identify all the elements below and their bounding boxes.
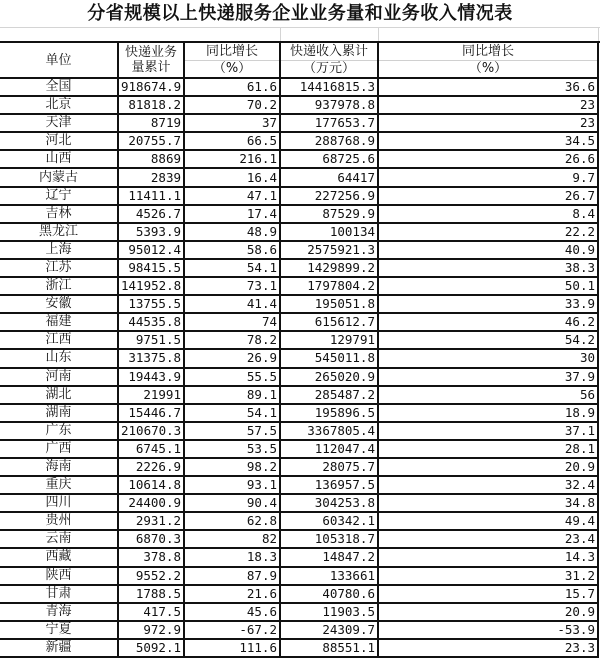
table-row — [0, 277, 598, 295]
cell-volume-growth: 48.9 — [184, 223, 280, 241]
cell-income-growth: 46.2 — [378, 313, 598, 331]
cell-income-growth: 23.4 — [378, 530, 598, 548]
cell-income: 937978.8 — [280, 96, 378, 114]
cell-volume: 6870.3 — [118, 530, 184, 548]
cell-income-growth: 37.1 — [378, 422, 598, 440]
cell-volume-growth: 70.2 — [184, 96, 280, 114]
cell-volume: 6745.1 — [118, 440, 184, 458]
cell-unit: 四川 — [0, 494, 118, 512]
cell-unit: 内蒙古 — [0, 168, 118, 186]
table-row — [0, 331, 598, 349]
table-title: 分省规模以上快递服务企业业务量和业务收入情况表 — [0, 0, 600, 28]
table-row — [0, 259, 598, 277]
cell-unit: 上海 — [0, 241, 118, 259]
cell-income: 28075.7 — [280, 458, 378, 476]
cell-volume: 918674.9 — [118, 78, 184, 96]
cell-volume: 2839 — [118, 168, 184, 186]
cell-volume-growth: 55.5 — [184, 368, 280, 386]
header-unit-label: 单位 — [45, 52, 72, 68]
cell-volume-growth: 41.4 — [184, 295, 280, 313]
cell-income: 40780.6 — [280, 585, 378, 603]
cell-volume: 2226.9 — [118, 458, 184, 476]
cell-income: 285487.2 — [280, 386, 378, 404]
cell-volume-growth: 17.4 — [184, 205, 280, 223]
cell-unit: 新疆 — [0, 639, 118, 657]
cell-income: 11903.5 — [280, 603, 378, 621]
cell-unit: 浙江 — [0, 277, 118, 295]
table-row — [0, 603, 598, 621]
cell-unit: 陕西 — [0, 567, 118, 585]
header-volume-growth-line1: 同比增长 — [185, 44, 279, 61]
cell-volume: 1788.5 — [118, 585, 184, 603]
cell-volume: 44535.8 — [118, 313, 184, 331]
cell-income: 265020.9 — [280, 368, 378, 386]
cell-income: 14847.2 — [280, 548, 378, 566]
cell-income-growth: 34.8 — [378, 494, 598, 512]
cell-volume-growth: 93.1 — [184, 476, 280, 494]
table-row — [0, 295, 598, 313]
cell-income: 87529.9 — [280, 205, 378, 223]
cell-income-growth: 30 — [378, 349, 598, 367]
cell-volume: 141952.8 — [118, 277, 184, 295]
cell-volume-growth: 78.2 — [184, 331, 280, 349]
cell-income: 195896.5 — [280, 404, 378, 422]
cell-income-growth: 37.9 — [378, 368, 598, 386]
cell-unit: 广西 — [0, 440, 118, 458]
cell-volume-growth: 53.5 — [184, 440, 280, 458]
cell-volume-growth: 89.1 — [184, 386, 280, 404]
cell-volume: 9552.2 — [118, 567, 184, 585]
cell-unit: 山西 — [0, 150, 118, 168]
cell-income-growth: 20.9 — [378, 603, 598, 621]
cell-income: 64417 — [280, 168, 378, 186]
cell-volume-growth: 54.1 — [184, 404, 280, 422]
cell-unit: 江西 — [0, 331, 118, 349]
header-volume-line2: 量累计 — [131, 60, 171, 75]
cell-volume: 81818.2 — [118, 96, 184, 114]
cell-income: 288768.9 — [280, 132, 378, 150]
cell-income: 88551.1 — [280, 639, 378, 657]
cell-volume-growth: 216.1 — [184, 150, 280, 168]
cell-volume-growth: 98.2 — [184, 458, 280, 476]
cell-unit: 黑龙江 — [0, 223, 118, 241]
cell-income-growth: 23 — [378, 114, 598, 132]
table-row — [0, 585, 598, 603]
header-income-line1: 快递收入累计 — [281, 44, 377, 61]
table-row — [0, 132, 598, 150]
table-row — [0, 512, 598, 530]
table-row — [0, 349, 598, 367]
cell-volume-growth: 58.6 — [184, 241, 280, 259]
table-row — [0, 404, 598, 422]
cell-income: 24309.7 — [280, 621, 378, 639]
cell-income-growth: 54.2 — [378, 331, 598, 349]
header-income — [280, 43, 378, 78]
cell-volume: 417.5 — [118, 603, 184, 621]
table-row — [0, 639, 598, 657]
spacer-row — [0, 28, 600, 43]
cell-income: 68725.6 — [280, 150, 378, 168]
cell-volume-growth: 87.9 — [184, 567, 280, 585]
cell-volume: 9751.5 — [118, 331, 184, 349]
cell-volume: 5393.9 — [118, 223, 184, 241]
cell-income: 177653.7 — [280, 114, 378, 132]
cell-volume: 5092.1 — [118, 639, 184, 657]
cell-income-growth: 26.7 — [378, 187, 598, 205]
cell-volume-growth: 111.6 — [184, 639, 280, 657]
cell-income: 3367805.4 — [280, 422, 378, 440]
cell-unit: 广东 — [0, 422, 118, 440]
cell-income-growth: 22.2 — [378, 223, 598, 241]
cell-income-growth: 36.6 — [378, 78, 598, 96]
cell-income-growth: 49.4 — [378, 512, 598, 530]
cell-unit: 天津 — [0, 114, 118, 132]
cell-income-growth: 23.3 — [378, 639, 598, 657]
cell-volume: 15446.7 — [118, 404, 184, 422]
gridline — [378, 28, 379, 41]
cell-volume: 4526.7 — [118, 205, 184, 223]
cell-volume: 98415.5 — [118, 259, 184, 277]
cell-income: 133661 — [280, 567, 378, 585]
table-row — [0, 386, 598, 404]
cell-unit: 湖北 — [0, 386, 118, 404]
cell-unit: 宁夏 — [0, 621, 118, 639]
table-row — [0, 187, 598, 205]
cell-unit: 西藏 — [0, 548, 118, 566]
cell-income-growth: 50.1 — [378, 277, 598, 295]
express-stats-table — [0, 43, 599, 658]
gridline — [280, 28, 281, 41]
table-row — [0, 548, 598, 566]
cell-volume-growth: 66.5 — [184, 132, 280, 150]
cell-volume: 31375.8 — [118, 349, 184, 367]
cell-unit: 山东 — [0, 349, 118, 367]
header-income-growth-line2: （%） — [468, 61, 508, 76]
cell-income-growth: -53.9 — [378, 621, 598, 639]
cell-income-growth: 14.3 — [378, 548, 598, 566]
table-row — [0, 168, 598, 186]
table-row — [0, 205, 598, 223]
cell-volume: 8869 — [118, 150, 184, 168]
cell-income-growth: 20.9 — [378, 458, 598, 476]
cell-income: 545011.8 — [280, 349, 378, 367]
table-row — [0, 96, 598, 114]
cell-unit: 江苏 — [0, 259, 118, 277]
cell-unit: 安徽 — [0, 295, 118, 313]
cell-unit: 重庆 — [0, 476, 118, 494]
table-row — [0, 241, 598, 259]
cell-unit: 北京 — [0, 96, 118, 114]
table-row — [0, 78, 598, 96]
header-row — [0, 43, 598, 78]
cell-income-growth: 40.9 — [378, 241, 598, 259]
cell-income-growth: 34.5 — [378, 132, 598, 150]
cell-income-growth: 9.7 — [378, 168, 598, 186]
cell-volume: 24400.9 — [118, 494, 184, 512]
cell-income: 14416815.3 — [280, 78, 378, 96]
header-volume-growth — [184, 43, 280, 78]
cell-volume-growth: 57.5 — [184, 422, 280, 440]
cell-income-growth: 28.1 — [378, 440, 598, 458]
cell-income: 227256.9 — [280, 187, 378, 205]
cell-volume-growth: 21.6 — [184, 585, 280, 603]
cell-volume: 95012.4 — [118, 241, 184, 259]
cell-volume: 972.9 — [118, 621, 184, 639]
cell-volume: 13755.5 — [118, 295, 184, 313]
cell-income: 195051.8 — [280, 295, 378, 313]
cell-volume: 20755.7 — [118, 132, 184, 150]
cell-volume-growth: 61.6 — [184, 78, 280, 96]
table-row — [0, 368, 598, 386]
header-volume-growth-line2: （%） — [212, 61, 252, 76]
cell-income: 1429899.2 — [280, 259, 378, 277]
cell-volume-growth: -67.2 — [184, 621, 280, 639]
cell-income-growth: 8.4 — [378, 205, 598, 223]
cell-volume-growth: 82 — [184, 530, 280, 548]
cell-volume: 21991 — [118, 386, 184, 404]
cell-income: 2575921.3 — [280, 241, 378, 259]
cell-volume-growth: 47.1 — [184, 187, 280, 205]
cell-income-growth: 23 — [378, 96, 598, 114]
cell-income: 100134 — [280, 223, 378, 241]
cell-volume: 378.8 — [118, 548, 184, 566]
cell-unit: 河南 — [0, 368, 118, 386]
header-income-line2: （万元） — [302, 61, 355, 76]
cell-volume-growth: 26.9 — [184, 349, 280, 367]
table-row — [0, 223, 598, 241]
cell-income-growth: 32.4 — [378, 476, 598, 494]
cell-volume-growth: 62.8 — [184, 512, 280, 530]
gridline — [598, 28, 599, 41]
cell-volume: 10614.8 — [118, 476, 184, 494]
cell-unit: 贵州 — [0, 512, 118, 530]
cell-unit: 海南 — [0, 458, 118, 476]
cell-unit: 吉林 — [0, 205, 118, 223]
cell-volume: 11411.1 — [118, 187, 184, 205]
cell-unit: 辽宁 — [0, 187, 118, 205]
cell-income: 136957.5 — [280, 476, 378, 494]
cell-income-growth: 26.6 — [378, 150, 598, 168]
cell-unit: 福建 — [0, 313, 118, 331]
cell-volume: 19443.9 — [118, 368, 184, 386]
table-row — [0, 150, 598, 168]
cell-volume-growth: 90.4 — [184, 494, 280, 512]
cell-volume-growth: 18.3 — [184, 548, 280, 566]
table-row — [0, 476, 598, 494]
cell-volume: 8719 — [118, 114, 184, 132]
cell-income: 304253.8 — [280, 494, 378, 512]
cell-volume-growth: 73.1 — [184, 277, 280, 295]
cell-income-growth: 31.2 — [378, 567, 598, 585]
table-row — [0, 114, 598, 132]
cell-volume-growth: 16.4 — [184, 168, 280, 186]
cell-income: 1797804.2 — [280, 277, 378, 295]
cell-income: 60342.1 — [280, 512, 378, 530]
cell-income: 112047.4 — [280, 440, 378, 458]
header-volume-line1: 快递业务 — [124, 45, 177, 60]
table-row — [0, 621, 598, 639]
cell-volume: 2931.2 — [118, 512, 184, 530]
table-row — [0, 313, 598, 331]
table-row — [0, 567, 598, 585]
header-income-growth-line1: 同比增长 — [379, 44, 597, 61]
table-row — [0, 422, 598, 440]
table-row — [0, 494, 598, 512]
table-row — [0, 440, 598, 458]
cell-income-growth: 15.7 — [378, 585, 598, 603]
cell-unit: 全国 — [0, 78, 118, 96]
cell-income: 105318.7 — [280, 530, 378, 548]
cell-income-growth: 56 — [378, 386, 598, 404]
cell-unit: 青海 — [0, 603, 118, 621]
cell-income-growth: 38.3 — [378, 259, 598, 277]
cell-income: 615612.7 — [280, 313, 378, 331]
cell-volume: 210670.3 — [118, 422, 184, 440]
cell-income-growth: 18.9 — [378, 404, 598, 422]
table-row — [0, 530, 598, 548]
header-volume — [118, 43, 184, 78]
cell-income-growth: 33.9 — [378, 295, 598, 313]
cell-unit: 云南 — [0, 530, 118, 548]
cell-income: 129791 — [280, 331, 378, 349]
cell-unit: 湖南 — [0, 404, 118, 422]
cell-volume-growth: 54.1 — [184, 259, 280, 277]
header-unit — [0, 43, 118, 78]
cell-unit: 河北 — [0, 132, 118, 150]
header-income-growth — [378, 43, 598, 78]
cell-volume-growth: 37 — [184, 114, 280, 132]
cell-unit: 甘肃 — [0, 585, 118, 603]
cell-volume-growth: 74 — [184, 313, 280, 331]
cell-volume-growth: 45.6 — [184, 603, 280, 621]
table-row — [0, 458, 598, 476]
